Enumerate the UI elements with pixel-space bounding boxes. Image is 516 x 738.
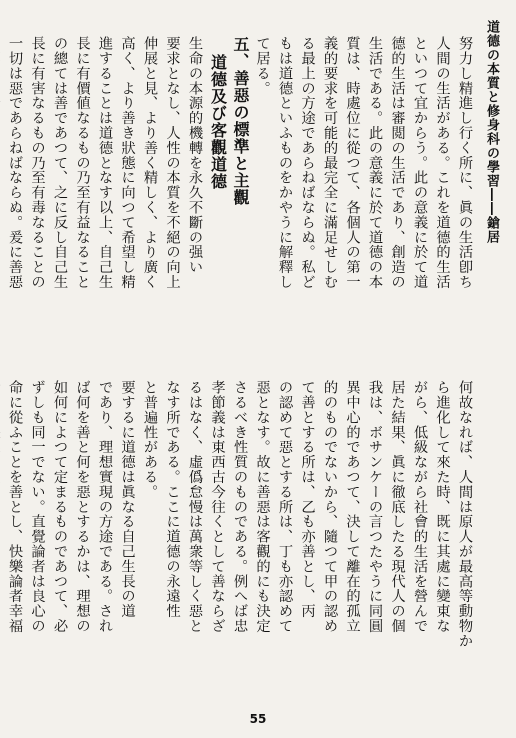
- running-head: 道德の本質と修身科の學習――鎗居: [484, 20, 499, 244]
- section-heading: [229, 36, 252, 354]
- text-line: るはなく、虛僞怠慢は萬衆等しく惡と: [187, 380, 203, 634]
- text-line: 何故なれば、人間は原人が最高等動物か: [457, 380, 473, 649]
- bottom-text-block: [7, 380, 476, 700]
- text-line: もは道德といふものをかやうに解釋し: [277, 36, 293, 290]
- text-line: 如何によつて定まるものであつて、必: [52, 380, 68, 634]
- text-line: 居た結果、眞に徹底したる現代人の個: [389, 380, 406, 634]
- section-number: 五、: [231, 36, 250, 70]
- text-line: といつて宜からう。此の意義に於て道: [412, 36, 428, 290]
- text-line: 德的生活は審閲の生活であり、創造の: [389, 36, 406, 290]
- text-line: ば何を善と何を惡とするかは、理想の: [74, 380, 91, 634]
- text-line: さるべき性質のものである。例へば忠: [232, 380, 248, 634]
- text-line: 惡となす。故に善惡は客觀的にも決定: [254, 380, 271, 634]
- page-number: 55: [249, 712, 267, 726]
- text-line: 長に有價値なるもの乃至有益なること: [74, 36, 91, 290]
- text-line: 質は、時處位に從つて、各個人の第一: [344, 36, 361, 290]
- text-line: 高く、より善き狀態に向つて希望し精: [119, 36, 136, 290]
- text-line: 要するに道德は眞なる自己生長の道: [119, 380, 136, 619]
- text-line: 孝節義は東西古今往くとして善ならざ: [209, 380, 226, 634]
- text-line: 進することは道德となす以上、自己生: [97, 36, 113, 290]
- text-line: がら、低級ながら社會的生活を營んで: [412, 380, 428, 634]
- text-line: 生命の本源的機轉を永久不斷の强い: [187, 36, 203, 275]
- text-line: 要求となし、人性の本質を不絕の向上: [164, 36, 181, 290]
- text-line: 伸展と見、より善く精しく、より廣く: [142, 36, 158, 290]
- section-subtitle: 道德及び客觀道德: [208, 54, 228, 190]
- text-line: 命に從ふことを善とし、快樂論者幸福: [7, 380, 23, 634]
- text-line: 我は、ボサンケーの言つたやうに同圓: [367, 380, 383, 634]
- text-line: 一切は惡であらねばならぬ。爰に善惡: [7, 36, 23, 290]
- text-line: て善とする所は、乙も亦善とし、丙: [299, 380, 316, 619]
- text-line: 長に有害なるもの乃至有毒なることの: [29, 36, 46, 290]
- text-line: と普遍性がある。: [142, 380, 158, 500]
- top-text-block: [7, 36, 476, 354]
- text-line: [0, 380, 4, 700]
- section-title: 善惡の標準と主觀: [231, 70, 250, 206]
- text-line: 人間の生活がある。これを道德的生活: [434, 36, 451, 290]
- text-line: て居る。: [254, 36, 271, 96]
- text-line: の總ては善であつて、之に反し自己生: [52, 36, 68, 290]
- text-line: 義的要求を可能的最完全に滿足せしむ: [322, 36, 338, 290]
- text-line: 生活である。此の意義に於て道德の本: [367, 36, 383, 290]
- text-line: [0, 36, 4, 354]
- text-line: 異中心的であつて、決して離在的孤立: [344, 380, 361, 634]
- text-line: の認めて惡とする所は、丁も亦認めて: [277, 380, 293, 634]
- text-line: ら進化して來た時、既に其處に變東な: [434, 380, 451, 634]
- text-line: る最上の方途であらねばならぬ。私ど: [299, 36, 316, 290]
- text-line: 努力し精進し行く所に、眞の生活卽ち: [457, 36, 473, 290]
- text-line: ずしも同一でない。直覺論者は良心の: [29, 380, 46, 634]
- text-line: であり、理想實現の方途である。され: [97, 380, 113, 634]
- text-line: なす所である。ここに道德の永遠性: [164, 380, 181, 619]
- text-line: 的のものでないから、隨つて甲の認め: [322, 380, 338, 634]
